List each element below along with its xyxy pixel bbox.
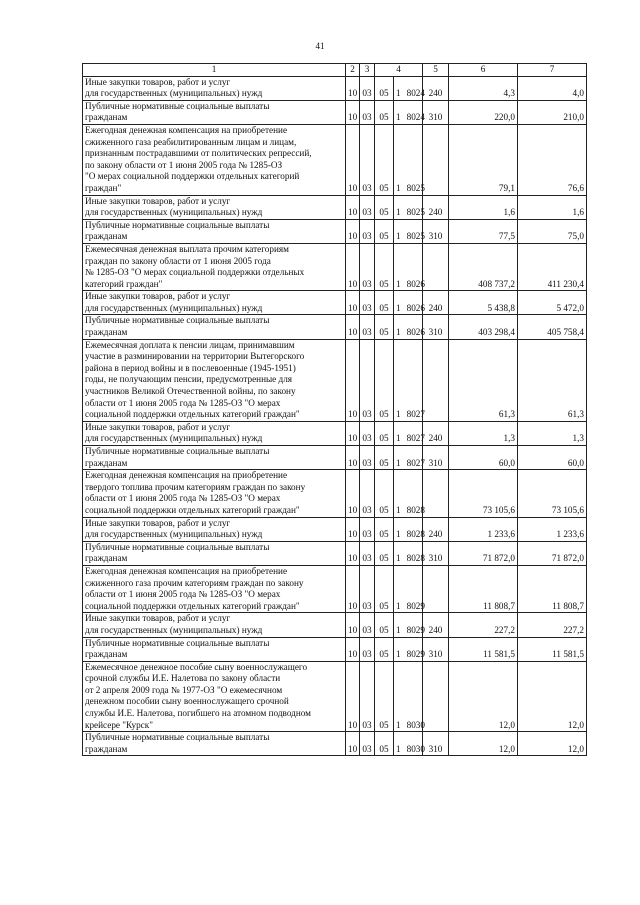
cell-direction-code: 8025	[406, 207, 425, 218]
row-description: Ежемесячное денежное пособие сыну военнослужащего срочной службы И.Е. Налетова по закону области от 2 апреля 2009 года № 1977-ОЗ "О ежемесячном денежном пособии сыну военнослужащего срочной службы И.Е. Налетова, погибшего на атомном подводном крейсере "Курск"	[83, 661, 346, 732]
cell-direction-digit: 1	[396, 302, 401, 313]
cell-direction-digit: 1	[396, 649, 401, 660]
cell-direction-digit: 1	[396, 624, 401, 635]
cell-direction-code: 8029	[406, 600, 425, 611]
cell-direction-digit: 1	[396, 409, 401, 420]
table-row	[83, 219, 587, 243]
cell-amount-year2: 76,6	[518, 124, 587, 195]
cell-amount-year1: 408 737,2	[449, 243, 518, 290]
cell-amount-year2: 1 233,6	[518, 517, 587, 541]
cell-section: 10	[346, 124, 360, 195]
cell-program: 05	[375, 470, 394, 517]
cell-amount-year1: 60,0	[449, 446, 518, 470]
cell-expense-type: 240	[423, 291, 449, 315]
cell-direction-code: 8025	[406, 182, 425, 193]
row-description: Иные закупки товаров, работ и услуг для государственных (муниципальных) нужд	[83, 613, 346, 637]
cell-subsection: 03	[360, 541, 375, 565]
cell-direction-digit: 1	[396, 327, 401, 338]
row-description: Публичные нормативные социальные выплаты гражданам	[83, 637, 346, 661]
cell-subsection: 03	[360, 339, 375, 421]
cell-expense-type: 310	[423, 637, 449, 661]
cell-direction-code: 8026	[406, 278, 425, 289]
cell-section: 10	[346, 565, 360, 612]
cell-expense-type: 240	[423, 613, 449, 637]
cell-direction-digit: 1	[396, 600, 401, 611]
cell-direction	[394, 421, 423, 445]
row-description: Иные закупки товаров, работ и услуг для государственных (муниципальных) нужд	[83, 291, 346, 315]
cell-subsection: 03	[360, 446, 375, 470]
cell-direction-code: 8028	[406, 529, 425, 540]
cell-amount-year1: 12,0	[449, 732, 518, 756]
cell-direction	[394, 637, 423, 661]
cell-amount-year1: 4,3	[449, 76, 518, 100]
cell-program: 05	[375, 195, 394, 219]
cell-subsection: 03	[360, 421, 375, 445]
cell-expense-type: 310	[423, 541, 449, 565]
cell-amount-year1: 11 581,5	[449, 637, 518, 661]
cell-subsection: 03	[360, 470, 375, 517]
cell-amount-year2: 73 105,6	[518, 470, 587, 517]
table-row	[83, 732, 587, 756]
cell-program: 05	[375, 243, 394, 290]
table-row	[83, 541, 587, 565]
cell-direction	[394, 339, 423, 421]
cell-subsection: 03	[360, 243, 375, 290]
cell-direction	[394, 195, 423, 219]
cell-amount-year2: 5 472,0	[518, 291, 587, 315]
row-description: Ежемесячная денежная выплата прочим категориям граждан по закону области от 1 июня 2005 года № 1285-ОЗ "О мерах социальной поддержки отдельных категорий граждан"	[83, 243, 346, 290]
table-header-row	[83, 64, 587, 77]
cell-section: 10	[346, 421, 360, 445]
cell-amount-year1: 1,3	[449, 421, 518, 445]
cell-expense-type	[423, 339, 449, 421]
cell-expense-type	[423, 661, 449, 732]
table-row	[83, 100, 587, 124]
cell-program: 05	[375, 315, 394, 339]
cell-amount-year2: 60,0	[518, 446, 587, 470]
cell-amount-year2: 71 872,0	[518, 541, 587, 565]
cell-amount-year2: 1,6	[518, 195, 587, 219]
cell-program: 05	[375, 421, 394, 445]
row-description: Иные закупки товаров, работ и услуг для государственных (муниципальных) нужд	[83, 195, 346, 219]
cell-direction-code: 8027	[406, 433, 425, 444]
cell-section: 10	[346, 541, 360, 565]
cell-section: 10	[346, 517, 360, 541]
cell-section: 10	[346, 76, 360, 100]
cell-program: 05	[375, 565, 394, 612]
cell-program: 05	[375, 517, 394, 541]
cell-subsection: 03	[360, 195, 375, 219]
cell-amount-year2: 227,2	[518, 613, 587, 637]
cell-subsection: 03	[360, 613, 375, 637]
cell-subsection: 03	[360, 517, 375, 541]
cell-direction	[394, 541, 423, 565]
cell-subsection: 03	[360, 291, 375, 315]
cell-amount-year2: 210,0	[518, 100, 587, 124]
budget-table	[82, 63, 587, 756]
cell-amount-year2: 11 581,5	[518, 637, 587, 661]
cell-subsection: 03	[360, 124, 375, 195]
cell-section: 10	[346, 339, 360, 421]
cell-section: 10	[346, 243, 360, 290]
table-row	[83, 446, 587, 470]
cell-direction	[394, 446, 423, 470]
cell-amount-year2: 12,0	[518, 661, 587, 732]
cell-section: 10	[346, 219, 360, 243]
row-description: Иные закупки товаров, работ и услуг для государственных (муниципальных) нужд	[83, 517, 346, 541]
cell-amount-year1: 1 233,6	[449, 517, 518, 541]
cell-subsection: 03	[360, 661, 375, 732]
cell-direction-digit: 1	[396, 278, 401, 289]
cell-subsection: 03	[360, 732, 375, 756]
cell-subsection: 03	[360, 219, 375, 243]
cell-direction-digit: 1	[396, 207, 401, 218]
cell-program: 05	[375, 661, 394, 732]
cell-direction-code: 8025	[406, 231, 425, 242]
row-description: Публичные нормативные социальные выплаты гражданам	[83, 732, 346, 756]
row-description: Иные закупки товаров, работ и услуг для государственных (муниципальных) нужд	[83, 76, 346, 100]
table-row	[83, 124, 587, 195]
row-description: Публичные нормативные социальные выплаты гражданам	[83, 219, 346, 243]
cell-expense-type: 240	[423, 76, 449, 100]
cell-section: 10	[346, 100, 360, 124]
cell-section: 10	[346, 195, 360, 219]
cell-amount-year2: 61,3	[518, 339, 587, 421]
cell-direction	[394, 124, 423, 195]
header-col-2: 2	[346, 64, 360, 77]
cell-section: 10	[346, 446, 360, 470]
cell-direction-digit: 1	[396, 88, 401, 99]
cell-subsection: 03	[360, 565, 375, 612]
header-col-1: 1	[83, 64, 346, 77]
table-row	[83, 291, 587, 315]
cell-amount-year2: 405 758,4	[518, 315, 587, 339]
cell-program: 05	[375, 613, 394, 637]
header-col-3: 3	[360, 64, 375, 77]
row-description: Ежемесячная доплата к пенсии лицам, принимавшим участие в разминировании на территории Вытегорского района в период войны и в послевоенные (1945-1951) годы, не получающим пенсии, предусмотренные для участников Великой Отечественной войны, по закону области от 1 июня 2005 года № 1285-ОЗ "О мерах социальной поддержки отдельных категорий граждан"	[83, 339, 346, 421]
table-row	[83, 565, 587, 612]
cell-expense-type	[423, 470, 449, 517]
cell-direction-code: 8028	[406, 504, 425, 515]
table-row	[83, 637, 587, 661]
cell-direction-code: 8026	[406, 327, 425, 338]
cell-amount-year1: 73 105,6	[449, 470, 518, 517]
cell-direction	[394, 661, 423, 732]
cell-direction	[394, 315, 423, 339]
cell-section: 10	[346, 613, 360, 637]
cell-direction-code: 8024	[406, 88, 425, 99]
cell-amount-year1: 12,0	[449, 661, 518, 732]
cell-expense-type: 240	[423, 517, 449, 541]
cell-expense-type: 310	[423, 446, 449, 470]
cell-direction	[394, 243, 423, 290]
cell-section: 10	[346, 315, 360, 339]
cell-direction-digit: 1	[396, 529, 401, 540]
cell-expense-type: 240	[423, 195, 449, 219]
cell-expense-type: 310	[423, 732, 449, 756]
header-col-5: 5	[423, 64, 449, 77]
cell-amount-year1: 5 438,8	[449, 291, 518, 315]
cell-amount-year2: 12,0	[518, 732, 587, 756]
cell-direction-code: 8027	[406, 457, 425, 468]
cell-section: 10	[346, 470, 360, 517]
cell-subsection: 03	[360, 76, 375, 100]
cell-direction-code: 8029	[406, 649, 425, 660]
header-col-4: 4	[375, 64, 423, 77]
cell-amount-year2: 411 230,4	[518, 243, 587, 290]
cell-direction	[394, 76, 423, 100]
cell-direction-code: 8028	[406, 553, 425, 564]
table-row	[83, 661, 587, 732]
cell-direction	[394, 470, 423, 517]
table-row	[83, 470, 587, 517]
row-description: Публичные нормативные социальные выплаты гражданам	[83, 541, 346, 565]
table-row	[83, 243, 587, 290]
cell-expense-type	[423, 565, 449, 612]
cell-program: 05	[375, 339, 394, 421]
cell-subsection: 03	[360, 100, 375, 124]
cell-expense-type	[423, 243, 449, 290]
cell-expense-type: 310	[423, 100, 449, 124]
table-row	[83, 517, 587, 541]
cell-amount-year1: 11 808,7	[449, 565, 518, 612]
cell-direction-digit: 1	[396, 231, 401, 242]
cell-expense-type: 310	[423, 315, 449, 339]
table-row	[83, 195, 587, 219]
header-col-6: 6	[449, 64, 518, 77]
table-row	[83, 76, 587, 100]
cell-section: 10	[346, 291, 360, 315]
cell-amount-year2: 1,3	[518, 421, 587, 445]
cell-direction-code: 8027	[406, 409, 425, 420]
cell-amount-year2: 75,0	[518, 219, 587, 243]
cell-direction-digit: 1	[396, 553, 401, 564]
cell-direction	[394, 219, 423, 243]
cell-amount-year1: 227,2	[449, 613, 518, 637]
cell-amount-year1: 220,0	[449, 100, 518, 124]
cell-direction-code: 8030	[406, 719, 425, 730]
cell-direction	[394, 100, 423, 124]
cell-amount-year1: 1,6	[449, 195, 518, 219]
table-row	[83, 339, 587, 421]
row-description: Ежегодная денежная компенсация на приобретение сжиженного газа прочим категориям граждан по закону области от 1 июня 2005 года № 1285-ОЗ "О мерах социальной поддержки отдельных категорий граждан"	[83, 565, 346, 612]
cell-expense-type: 310	[423, 219, 449, 243]
cell-amount-year1: 77,5	[449, 219, 518, 243]
cell-direction-digit: 1	[396, 457, 401, 468]
cell-direction-code: 8026	[406, 302, 425, 313]
header-col-7: 7	[518, 64, 587, 77]
row-description: Публичные нормативные социальные выплаты гражданам	[83, 315, 346, 339]
cell-amount-year1: 71 872,0	[449, 541, 518, 565]
cell-subsection: 03	[360, 637, 375, 661]
cell-amount-year2: 4,0	[518, 76, 587, 100]
row-description: Публичные нормативные социальные выплаты гражданам	[83, 100, 346, 124]
cell-direction-code: 8030	[406, 743, 425, 754]
cell-direction-digit: 1	[396, 743, 401, 754]
table-row	[83, 315, 587, 339]
cell-section: 10	[346, 661, 360, 732]
cell-program: 05	[375, 291, 394, 315]
page-number: 41	[315, 41, 325, 51]
cell-section: 10	[346, 732, 360, 756]
row-description: Ежегодная денежная компенсация на приобретение твердого топлива прочим категориям граждан по закону области от 1 июня 2005 года № 1285-ОЗ "О мерах социальной поддержки отдельных категорий граждан"	[83, 470, 346, 517]
cell-amount-year1: 403 298,4	[449, 315, 518, 339]
cell-direction	[394, 291, 423, 315]
cell-direction-digit: 1	[396, 182, 401, 193]
cell-expense-type: 240	[423, 421, 449, 445]
cell-expense-type	[423, 124, 449, 195]
cell-direction-code: 8024	[406, 112, 425, 123]
cell-amount-year1: 79,1	[449, 124, 518, 195]
cell-subsection: 03	[360, 315, 375, 339]
cell-program: 05	[375, 219, 394, 243]
cell-direction-digit: 1	[396, 719, 401, 730]
cell-direction-digit: 1	[396, 504, 401, 515]
cell-program: 05	[375, 732, 394, 756]
cell-program: 05	[375, 100, 394, 124]
row-description: Иные закупки товаров, работ и услуг для государственных (муниципальных) нужд	[83, 421, 346, 445]
cell-program: 05	[375, 124, 394, 195]
cell-direction-digit: 1	[396, 433, 401, 444]
cell-direction-code: 8029	[406, 624, 425, 635]
cell-direction	[394, 732, 423, 756]
table-row	[83, 613, 587, 637]
cell-section: 10	[346, 637, 360, 661]
cell-program: 05	[375, 446, 394, 470]
cell-program: 05	[375, 637, 394, 661]
cell-program: 05	[375, 541, 394, 565]
cell-program: 05	[375, 76, 394, 100]
cell-direction	[394, 517, 423, 541]
row-description: Публичные нормативные социальные выплаты гражданам	[83, 446, 346, 470]
cell-direction	[394, 613, 423, 637]
cell-direction	[394, 565, 423, 612]
cell-amount-year1: 61,3	[449, 339, 518, 421]
cell-direction-digit: 1	[396, 112, 401, 123]
row-description: Ежегодная денежная компенсация на приобретение сжиженного газа реабилитированным лицам и лицам, признанным пострадавшими от политических репрессий, по закону области от 1 июня 2005 года № 1285-ОЗ "О мерах социальной поддержки отдельных категорий граждан"	[83, 124, 346, 195]
table-row	[83, 421, 587, 445]
cell-amount-year2: 11 808,7	[518, 565, 587, 612]
